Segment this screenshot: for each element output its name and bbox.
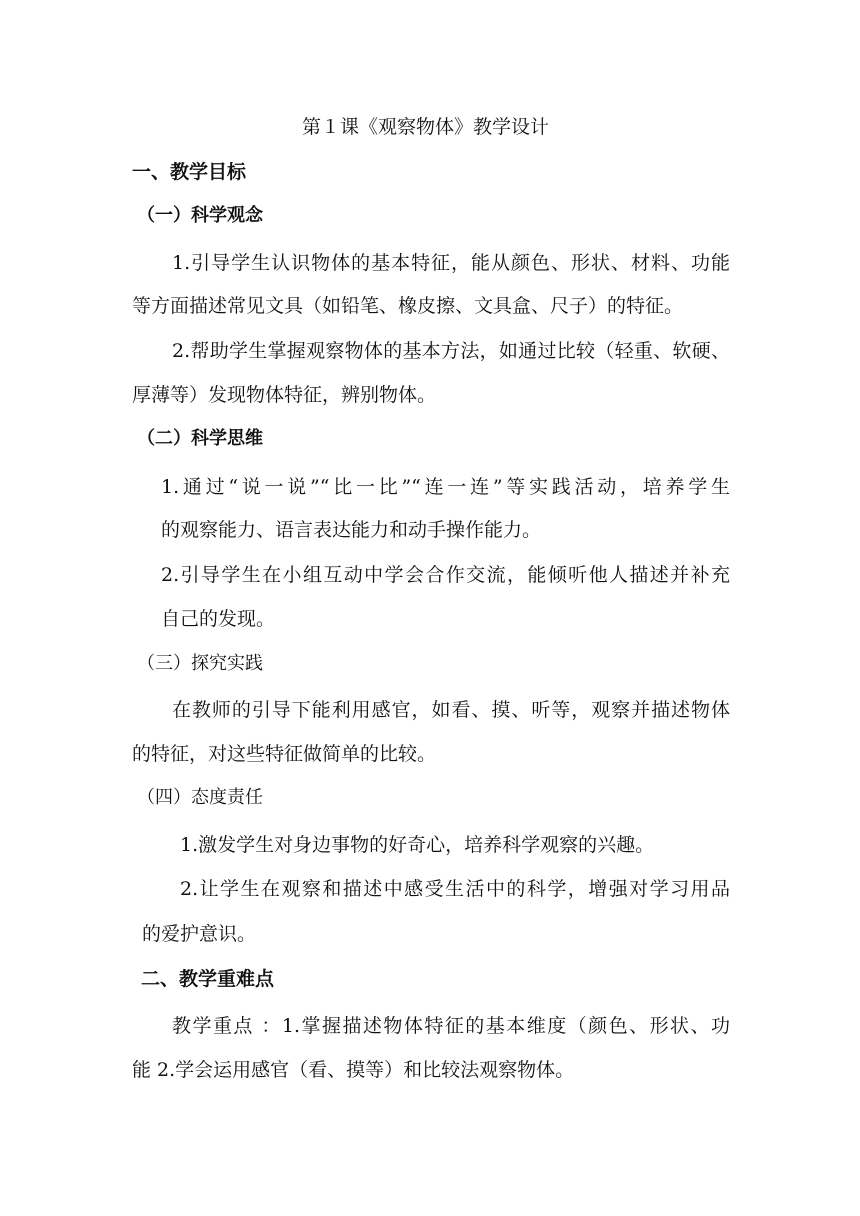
- paragraph-line: 1.通过“说一说”“比一比”“连一连”等实践活动，培养学生: [161, 476, 730, 498]
- paragraph-line: 的爱护意识。: [142, 923, 257, 945]
- subsection-heading-scientific-concepts: （一）科学观念: [137, 205, 263, 226]
- paragraph-line: 能 2.学会运用感官（看、摸等）和比较法观察物体。: [132, 1059, 575, 1081]
- paragraph-line: 的特征，对这些特征做简单的比较。: [132, 743, 437, 765]
- section-heading-key-points: 二、教学重难点: [141, 968, 275, 990]
- paragraph-line: 1.激发学生对身边事物的好奇心，培养科学观察的兴趣。: [180, 834, 655, 856]
- subsection-heading-inquiry-practice: （三）探究实践: [137, 653, 263, 674]
- paragraph-line: 等方面描述常见文具（如铅笔、橡皮擦、文具盒、尺子）的特征。: [132, 295, 684, 317]
- paragraph-line: 2.帮助学生掌握观察物体的基本方法，如通过比较（轻重、软硬、: [172, 340, 730, 362]
- document-title: 第１课《观察物体》教学设计: [302, 116, 550, 138]
- paragraph-line: 在教师的引导下能利用感官，如看、摸、听等，观察并描述物体: [172, 699, 730, 721]
- paragraph-line: 教学重点 ：1.掌握描述物体特征的基本维度（颜色、形状、功: [172, 1015, 730, 1037]
- subsection-heading-attitude-responsibility: （四）态度责任: [137, 787, 263, 808]
- paragraph-line: 的观察能力、语言表达能力和动手操作能力。: [161, 519, 542, 541]
- paragraph-line: 厚薄等）发现物体特征，辨别物体。: [132, 384, 437, 406]
- subsection-heading-scientific-thinking: （二）科学思维: [137, 428, 263, 449]
- paragraph-line: 2.让学生在观察和描述中感受生活中的科学，增强对学习用品: [180, 878, 730, 900]
- paragraph-line: 自己的发现。: [161, 608, 276, 630]
- section-heading-teaching-goals: 一、教学目标: [132, 161, 247, 183]
- paragraph-line: 2.引导学生在小组互动中学会合作交流，能倾听他人描述并补充: [161, 564, 730, 586]
- paragraph-line: 1.引导学生认识物体的基本特征，能从颜色、形状、材料、功能: [172, 252, 730, 274]
